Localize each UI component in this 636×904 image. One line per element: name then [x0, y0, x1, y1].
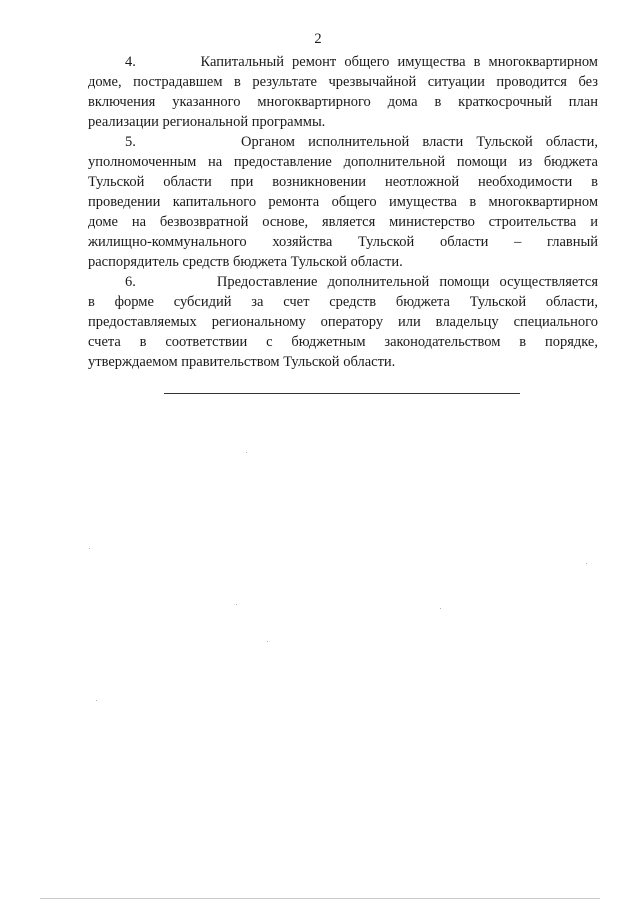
- paragraph-5-line-2: уполномоченным на предоставление дополнительной помощи из бюджета: [88, 154, 598, 170]
- paragraph-6-line-3: предоставляемых региональному оператору или владельцу специального: [88, 314, 598, 330]
- paragraph-5-line-7: распорядитель средств бюджета Тульской области.: [88, 254, 403, 270]
- scan-speck: [440, 608, 441, 609]
- paragraph-6-line-4: счета в соответствии с бюджетным законодательством в порядке,: [88, 334, 598, 350]
- paragraph-4-line-3: включения указанного многоквартирного дома в краткосрочный план: [88, 94, 598, 110]
- paragraph-6-line-5: утверждаемом правительством Тульской области.: [88, 354, 396, 370]
- scan-speck: [89, 548, 90, 549]
- paragraph-5-line-6: жилищно-коммунального хозяйства Тульской области – главный: [88, 234, 598, 250]
- paragraph-5-line-4: проведении капитального ремонта общего имущества в многоквартирном: [88, 194, 598, 210]
- page-number: 2: [314, 31, 322, 47]
- paragraph-5-line-5: доме на безвозвратной основе, является министерство строительства и: [88, 214, 598, 230]
- paragraph-6-line-2: в форме субсидий за счет средств бюджета Тульской области,: [88, 294, 598, 310]
- paragraph-5-line-3: Тульской области при возникновении неотложной необходимости в: [88, 174, 598, 190]
- paragraph-6-line-1: 6. Предоставление дополнительной помощи осуществляется: [125, 274, 598, 290]
- scan-edge: [40, 898, 600, 899]
- scan-speck: [236, 604, 237, 605]
- closing-rule: [164, 393, 520, 394]
- paragraph-4-line-2: доме, пострадавшем в результате чрезвычайной ситуации проводится без: [88, 74, 598, 90]
- scan-speck: [586, 563, 587, 564]
- paragraph-4-line-1: 4. Капитальный ремонт общего имущества в многоквартирном: [125, 54, 598, 70]
- scan-speck: [246, 452, 247, 453]
- scan-speck: [96, 700, 97, 701]
- paragraph-5-line-1: 5. Органом исполнительной власти Тульской области,: [125, 134, 598, 150]
- paragraph-4-line-4: реализации региональной программы.: [88, 114, 326, 130]
- scan-speck: [267, 641, 268, 642]
